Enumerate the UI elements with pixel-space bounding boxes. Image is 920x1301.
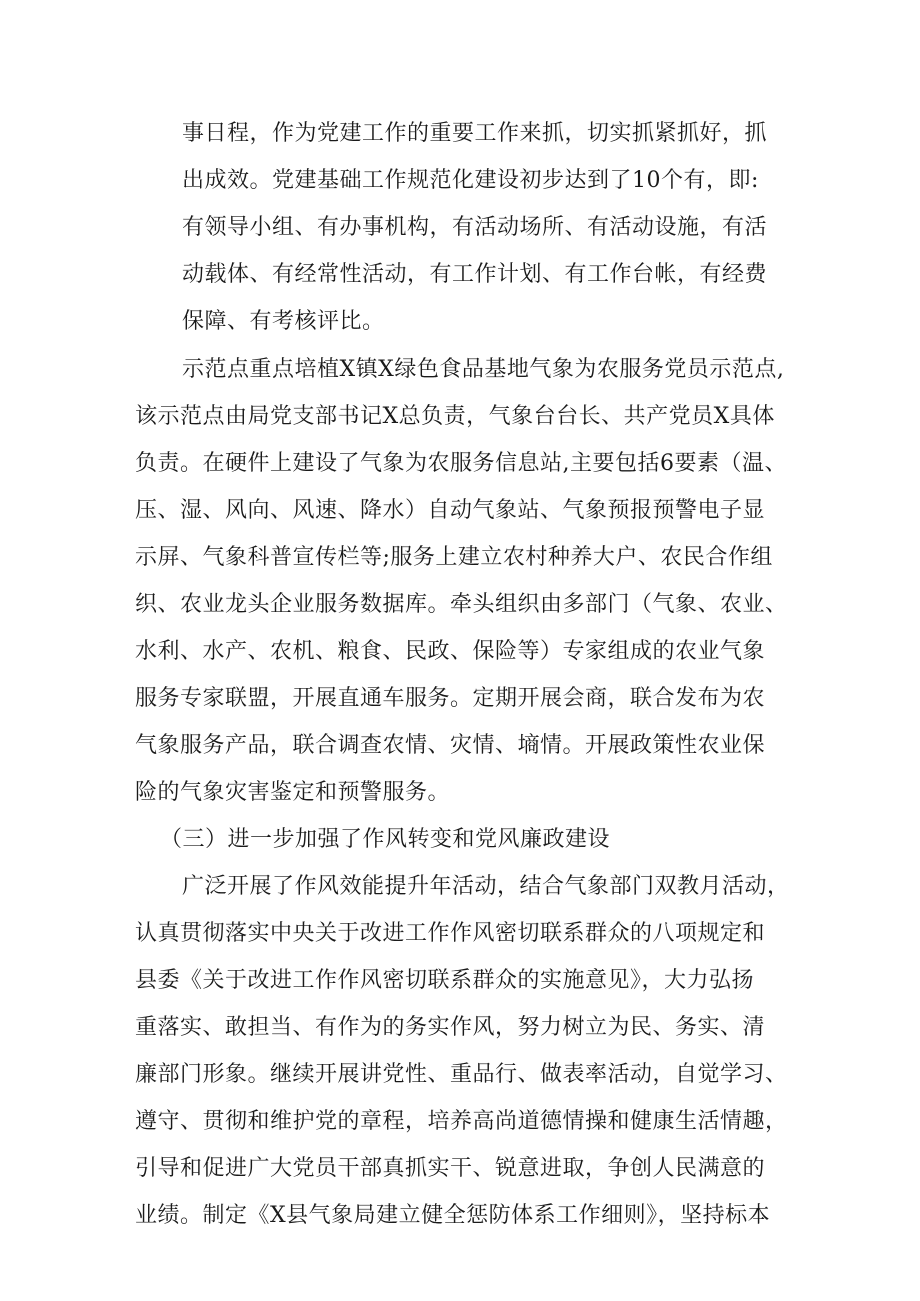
text-line: 县委《关于改进工作作风密切联系群众的实施意见》，大力弘扬 <box>135 968 755 993</box>
section-heading: （三）进一步加强了作风转变和党风廉政建设 <box>160 827 611 852</box>
text-line: 示屏、气象科普宣传栏等;服务上建立农村种养大户、农民合作组 <box>135 545 773 570</box>
text-line: 认真贯彻落实中央关于改进工作作风密切联系群众的八项规定和 <box>135 921 766 946</box>
text-line: 气象服务产品，联合调查农情、灾情、墒情。开展政策性农业保 <box>135 733 766 758</box>
text-line: 动载体、有经常性活动，有工作计划、有工作台帐，有经费 <box>182 262 768 287</box>
text-line: 服务专家联盟，开展直通车服务。定期开展会商，联合发布为农 <box>135 686 766 711</box>
text-line: 水利、水产、农机、粮食、民政、保险等）专家组成的农业气象 <box>135 639 766 664</box>
text-line: 广泛开展了作风效能提升年活动，结合气象部门双教月活动， <box>182 874 790 899</box>
text-line: 业绩。制定《X县气象局建立健全惩防体系工作细则》，坚持标本 <box>135 1203 771 1228</box>
text-line: 织、农业龙头企业服务数据库。牵头组织由多部门（气象、农业、 <box>135 592 788 617</box>
text-line: 保障、有考核评比。 <box>182 309 385 334</box>
text-line: 压、湿、风向、风速、降水）自动气象站、气象预报预警电子显 <box>135 498 766 523</box>
text-line: 负责。在硬件上建设了气象为农服务信息站,主要包括6要素（温、 <box>135 451 787 476</box>
text-line: 引导和促进广大党员干部真抓实干、锐意进取，争创人民满意的 <box>135 1156 766 1181</box>
text-line: 事日程，作为党建工作的重要工作来抓，切实抓紧抓好，抓 <box>182 121 768 146</box>
text-line: 示范点重点培植X镇X绿色食品基地气象为农服务党员示范点, <box>182 357 785 382</box>
text-line: 险的气象灾害鉴定和预警服务。 <box>135 780 451 805</box>
text-line: 有领导小组、有办事机构，有活动场所、有活动设施，有活 <box>182 215 768 240</box>
text-line: 该示范点由局党支部书记X总负责，气象台台长、共产党员X具体 <box>135 404 775 429</box>
text-line: 遵守、贯彻和维护党的章程，培养高尚道德情操和健康生活情趣， <box>135 1109 788 1134</box>
text-line: 廉部门形象。继续开展讲党性、重品行、做表率活动，自觉学习、 <box>135 1062 788 1087</box>
text-line: 重落实、敢担当、有作为的务实作风，努力树立为民、务实、清 <box>135 1015 766 1040</box>
text-line: 出成效。党建基础工作规范化建设初步达到了10个有，即: <box>182 168 759 193</box>
